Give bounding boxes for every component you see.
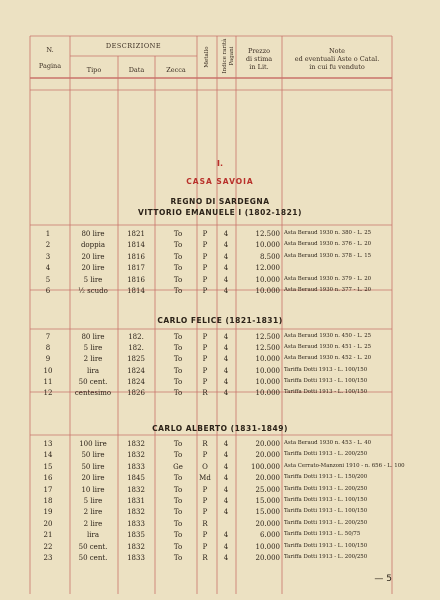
cell-metallo: Md — [199, 474, 211, 483]
cell-tipo: 20 lire — [81, 264, 105, 273]
cell-prezzo: 100.000 — [251, 462, 280, 471]
cell-zecca: To — [173, 542, 183, 551]
cell-indice: 4 — [223, 355, 229, 364]
cell-metallo: P — [202, 275, 208, 284]
cell-note: Asta Beraud 1930 n. 450 - L. 25 — [284, 333, 372, 339]
cell-tipo: 10 lire — [81, 485, 105, 494]
cell-n: 15 — [43, 462, 53, 471]
cell-indice: 4 — [223, 275, 229, 284]
cell-tipo: lira — [87, 531, 99, 540]
cell-note: Asta Cerrato-Manzoni 1910 - n. 656 - L. 100 — [284, 462, 405, 469]
cell-n: 7 — [45, 333, 51, 341]
cell-indice: 4 — [223, 377, 229, 386]
cell-note: Tariffa Dotti 1913 - L. 200/250 — [284, 451, 368, 458]
cell-tipo: 20 lire — [81, 474, 105, 483]
header-indice-2: Pagani — [229, 46, 235, 66]
cell-tipo: 5 lire — [83, 497, 103, 505]
cell-zecca: To — [173, 497, 183, 505]
cell-zecca: To — [173, 531, 183, 540]
cell-indice: 4 — [223, 462, 229, 471]
cell-data: 1816 — [127, 275, 145, 284]
cell-data: 1817 — [127, 264, 145, 273]
header-tipo: Tipo — [86, 66, 102, 74]
header-note-1: Note — [328, 47, 346, 55]
cell-prezzo: 6.000 — [259, 531, 280, 540]
cell-n: 10 — [43, 366, 53, 375]
cell-tipo: centesimo — [74, 389, 112, 397]
cell-n: 2 — [45, 241, 51, 250]
cell-tipo: 2 lire — [83, 355, 103, 364]
table-row — [0, 520, 440, 530]
table-row — [0, 486, 440, 496]
cell-zecca: To — [173, 344, 183, 353]
cell-note: Asta Beraud 1930 n. 378 - L. 15 — [284, 252, 372, 259]
cell-zecca: Ge — [173, 462, 183, 471]
header-pagina: Pagina — [38, 62, 62, 70]
cell-metallo: P — [202, 377, 208, 386]
cell-indice: 4 — [223, 451, 229, 460]
cell-metallo: O — [202, 462, 208, 471]
cell-data: 1821 — [127, 230, 145, 238]
cell-metallo: R — [202, 519, 208, 528]
cell-tipo: 50 cent. — [78, 554, 108, 562]
cell-prezzo: 25.000 — [255, 485, 280, 494]
cell-note: Asta Beraud 1930 n. 453 - L. 40 — [284, 440, 372, 446]
cell-metallo: P — [202, 542, 208, 551]
cell-data: 1832 — [127, 451, 145, 460]
cell-indice: 4 — [223, 333, 229, 341]
header-zecca: Zecca — [166, 66, 186, 74]
cell-metallo: P — [202, 497, 208, 505]
cell-prezzo: 12.500 — [255, 333, 280, 341]
cell-n: 1 — [45, 230, 51, 238]
table-row — [0, 440, 440, 450]
cell-data: 1814 — [127, 287, 145, 295]
cell-zecca: To — [173, 389, 183, 397]
table-row — [0, 264, 440, 274]
group-title: CARLO FELICE (1821-1831) — [157, 316, 283, 325]
cell-zecca: To — [173, 275, 183, 284]
cell-data: 1832 — [127, 485, 145, 494]
cell-tipo: ½ scudo — [78, 287, 108, 295]
cell-note: Tariffa Dotti 1913 - L. 200/250 — [284, 485, 368, 492]
cell-n: 11 — [43, 377, 53, 386]
table-row — [0, 276, 440, 286]
cell-n: 18 — [43, 497, 53, 505]
cell-n: 20 — [43, 519, 53, 528]
section-subtitle: REGNO DI SARDEGNA — [170, 197, 270, 206]
cell-indice: 4 — [223, 366, 229, 375]
cell-data: 1832 — [127, 542, 145, 551]
header-note-3: in cui fu venduto — [309, 63, 365, 71]
cell-metallo: R — [202, 440, 208, 448]
cell-indice: 4 — [223, 264, 229, 273]
cell-tipo: 50 lire — [81, 451, 105, 460]
cell-tipo: 20 lire — [81, 252, 105, 261]
cell-indice: 4 — [223, 508, 229, 517]
cell-metallo: P — [202, 264, 208, 273]
header-descrizione: DESCRIZIONE — [105, 42, 162, 50]
group-title: VITTORIO EMANUELE I (1802-1821) — [138, 208, 302, 217]
cell-metallo: P — [202, 230, 208, 238]
cell-prezzo: 10.000 — [255, 287, 280, 295]
cell-n: 21 — [43, 531, 53, 540]
cell-n: 8 — [45, 344, 51, 353]
table-row — [0, 378, 440, 388]
cell-note: Tariffa Dotti 1913 - L. 200/250 — [284, 519, 368, 526]
cell-tipo: 50 lire — [81, 462, 105, 471]
table-row — [0, 543, 440, 553]
cell-tipo: doppia — [80, 241, 106, 250]
cell-prezzo: 12.500 — [255, 344, 280, 353]
cell-note: Tariffa Dotti 1913 - L. 100/150 — [284, 366, 368, 373]
cell-note: Asta Beraud 1930 n. 380 - L. 25 — [284, 230, 372, 236]
cell-prezzo: 10.000 — [255, 275, 280, 284]
cell-metallo: P — [202, 355, 208, 364]
cell-metallo: R — [202, 554, 208, 562]
cell-data: 1835 — [127, 531, 145, 540]
cell-zecca: To — [173, 474, 183, 483]
cell-indice: 4 — [223, 554, 229, 562]
section-number: I. — [216, 159, 223, 168]
group-title: CARLO ALBERTO (1831-1849) — [152, 424, 288, 433]
cell-metallo: P — [202, 344, 208, 353]
header-indice-1: Indice rarità — [222, 38, 228, 74]
cell-tipo: 50 cent. — [78, 542, 108, 551]
cell-n: 9 — [45, 355, 51, 364]
cell-tipo: 2 lire — [83, 519, 103, 528]
table-row — [0, 463, 440, 473]
table-row — [0, 355, 440, 365]
cell-zecca: To — [173, 333, 183, 341]
cell-indice: 4 — [223, 389, 229, 397]
cell-data: 1832 — [127, 508, 145, 517]
table-row — [0, 344, 440, 354]
cell-zecca: To — [173, 377, 183, 386]
cell-indice: 4 — [223, 241, 229, 250]
cell-n: 4 — [45, 264, 51, 273]
cell-data: 1833 — [127, 519, 145, 528]
cell-indice: 4 — [223, 344, 229, 353]
cell-data: 1824 — [127, 366, 145, 375]
cell-zecca: To — [173, 241, 183, 250]
cell-prezzo: 10.000 — [255, 377, 280, 386]
cell-note: Tariffa Dotti 1913 - L. 100/150 — [284, 497, 368, 503]
table-row — [0, 474, 440, 484]
cell-data: 1814 — [127, 241, 145, 250]
cell-metallo: P — [202, 366, 208, 375]
cell-indice: 4 — [223, 531, 229, 540]
cell-prezzo: 12.500 — [255, 230, 280, 238]
header-prezzo-2: di stima — [245, 55, 273, 63]
header-data: Data — [128, 66, 145, 74]
cell-tipo: lira — [87, 366, 99, 375]
cell-note: Tariffa Dotti 1913 - L. 100/150 — [284, 542, 368, 549]
table-row — [0, 497, 440, 507]
cell-indice: 4 — [223, 230, 229, 238]
cell-indice: 4 — [223, 474, 229, 483]
cell-n: 14 — [43, 451, 53, 460]
cell-note: Asta Beraud 1930 n. 377 - L. 20 — [284, 287, 372, 293]
cell-data: 1845 — [127, 474, 145, 483]
cell-note: Tariffa Dotti 1913 - L. 100/150 — [284, 389, 368, 395]
cell-data: 1826 — [127, 389, 145, 397]
cell-n: 3 — [45, 252, 51, 261]
header-n: N. — [46, 46, 54, 54]
cell-indice: 4 — [223, 485, 229, 494]
cell-n: 22 — [43, 542, 53, 551]
cell-metallo: R — [202, 389, 208, 397]
cell-prezzo: 10.000 — [255, 355, 280, 364]
cell-zecca: To — [173, 230, 183, 238]
cell-metallo: P — [202, 485, 208, 494]
cell-n: 13 — [43, 440, 53, 448]
table-row — [0, 389, 440, 399]
cell-n: 5 — [45, 275, 51, 284]
cell-metallo: P — [202, 333, 208, 341]
section-title: CASA SAVOIA — [186, 177, 254, 186]
cell-metallo: P — [202, 508, 208, 517]
cell-indice: 4 — [223, 252, 229, 261]
cell-zecca: To — [173, 366, 183, 375]
cell-n: 23 — [43, 554, 53, 562]
table-row — [0, 508, 440, 518]
cell-metallo: P — [202, 252, 208, 261]
cell-metallo: P — [202, 531, 208, 540]
header-prezzo-3: in Lit. — [249, 63, 269, 71]
table-row — [0, 333, 440, 343]
cell-note: Asta Beraud 1930 n. 379 - L. 20 — [284, 275, 372, 282]
cell-zecca: To — [173, 355, 183, 364]
table-row — [0, 241, 440, 251]
cell-tipo: 50 cent. — [78, 377, 108, 386]
cell-note: Tariffa Dotti 1913 - L. 50/75 — [284, 531, 361, 538]
cell-tipo: 5 lire — [83, 344, 103, 353]
cell-note: Tariffa Dotti 1913 - L. 100/150 — [284, 508, 368, 515]
cell-prezzo: 15.000 — [255, 497, 280, 505]
table-row — [0, 531, 440, 541]
cell-zecca: To — [173, 252, 183, 261]
cell-metallo: P — [202, 451, 208, 460]
cell-prezzo: 20.000 — [255, 451, 280, 460]
header-metallo: Metallo — [204, 46, 210, 68]
cell-prezzo: 10.000 — [255, 389, 280, 397]
cell-data: 1831 — [127, 497, 145, 505]
table-row — [0, 554, 440, 564]
cell-prezzo: 20.000 — [255, 519, 280, 528]
table-row — [0, 451, 440, 461]
cell-zecca: To — [173, 440, 183, 448]
cell-data: 1816 — [127, 252, 145, 261]
cell-zecca: To — [173, 287, 183, 295]
cell-data: 1825 — [127, 355, 145, 364]
cell-n: 17 — [43, 485, 53, 494]
cell-data: 1824 — [127, 377, 145, 386]
cell-note: Asta Beraud 1930 n. 376 - L. 20 — [284, 241, 372, 248]
cell-n: 6 — [45, 287, 51, 295]
cell-prezzo: 20.000 — [255, 474, 280, 483]
cell-indice: 4 — [223, 542, 229, 551]
page-number: — 5 — [374, 574, 392, 584]
cell-tipo: 100 lire — [79, 440, 107, 448]
cell-tipo: 2 lire — [83, 508, 103, 517]
cell-zecca: To — [173, 554, 183, 562]
cell-prezzo: 8.500 — [259, 252, 280, 261]
cell-indice: 4 — [223, 440, 229, 448]
header-prezzo-1: Prezzo — [247, 47, 271, 55]
cell-zecca: To — [173, 451, 183, 460]
cell-n: 19 — [43, 508, 53, 517]
cell-prezzo: 20.000 — [255, 440, 280, 448]
cell-note: Asta Beraud 1930 n. 452 - L. 20 — [284, 355, 372, 362]
cell-prezzo: 12.000 — [255, 264, 280, 273]
cell-zecca: To — [173, 264, 183, 273]
cell-metallo: P — [202, 241, 208, 250]
cell-metallo: P — [202, 287, 208, 295]
cell-note: Tariffa Dotti 1913 - L. 150/200 — [284, 474, 368, 481]
cell-tipo: 80 lire — [81, 333, 105, 341]
cell-note: Asta Beraud 1930 n. 451 - L. 25 — [284, 344, 372, 351]
cell-prezzo: 20.000 — [255, 554, 280, 562]
cell-data: 1832 — [127, 440, 145, 448]
table-row — [0, 287, 440, 297]
cell-data: 1833 — [127, 462, 145, 471]
cell-prezzo: 10.000 — [255, 241, 280, 250]
cell-n: 16 — [43, 474, 53, 483]
cell-indice: 4 — [223, 287, 229, 295]
cell-zecca: To — [173, 508, 183, 517]
cell-data: 182. — [128, 344, 144, 353]
table-row — [0, 367, 440, 377]
cell-prezzo: 10.000 — [255, 366, 280, 375]
cell-tipo: 5 lire — [83, 275, 103, 284]
cell-note: Tariffa Dotti 1913 - L. 100/150 — [284, 377, 368, 384]
cell-tipo: 80 lire — [81, 230, 105, 238]
cell-prezzo: 10.000 — [255, 542, 280, 551]
header-note-2: ed eventuali Aste o Catal. — [294, 55, 380, 63]
cell-indice: 4 — [223, 497, 229, 505]
cell-zecca: To — [173, 485, 183, 494]
cell-n: 12 — [43, 389, 53, 397]
cell-zecca: To — [173, 519, 183, 528]
table-row — [0, 230, 440, 240]
cell-data: 1833 — [127, 554, 145, 562]
cell-prezzo: 15.000 — [255, 508, 280, 517]
table-row — [0, 253, 440, 263]
cell-data: 182. — [128, 333, 144, 341]
cell-note: Tariffa Dotti 1913 - L. 200/250 — [284, 554, 368, 560]
